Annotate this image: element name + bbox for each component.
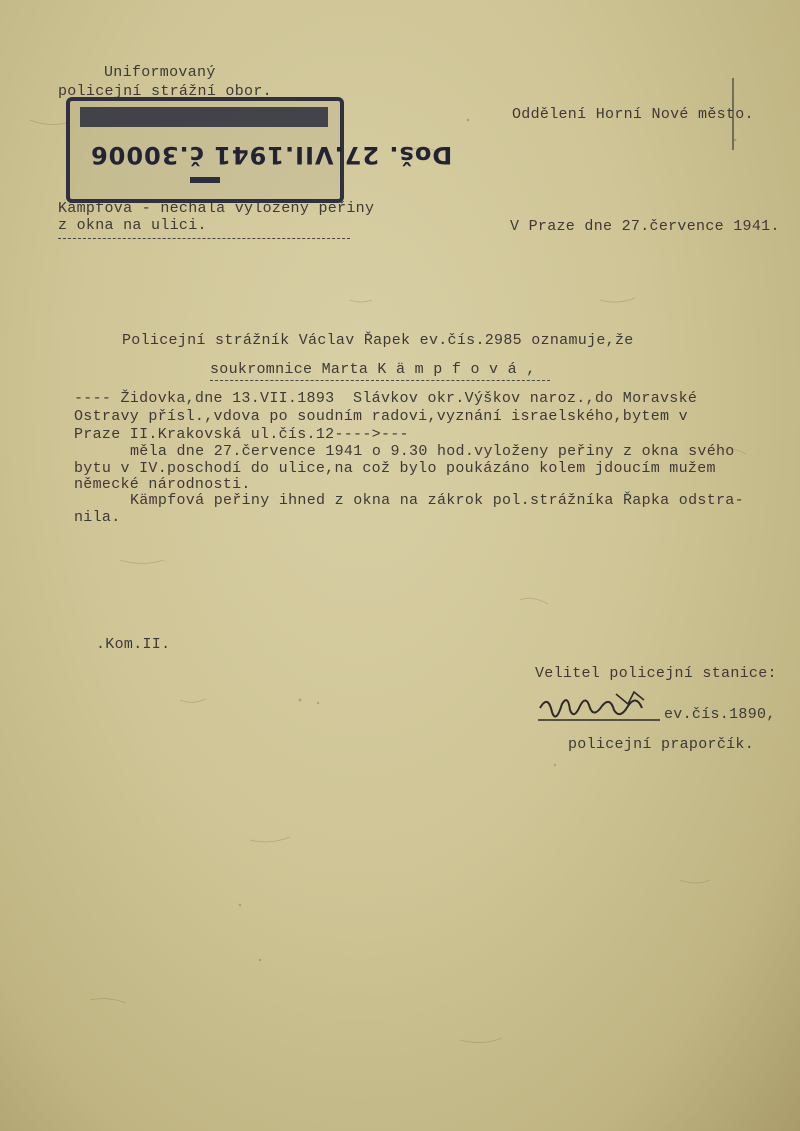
report-intro: Policejní strážník Václav Řapek ev.čís.2985 oznamuje,že <box>122 332 634 349</box>
paragraph-1-line-2: Ostravy přísl.,vdova po soudním radovi,vyznání israelského,bytem v <box>74 408 688 425</box>
evidence-number: ev.čís.1890, <box>664 706 776 723</box>
commander-title: Velitel policejní stanice: <box>535 665 777 682</box>
paragraph-1-line-3: Praze II.Krakovská ul.čís.12---->--- <box>74 426 409 443</box>
stamp-header-band <box>80 107 328 127</box>
paragraph-3-line-1: Kämpfová peřiny ihned z okna na zákrok pol.strážníka Řapka odstra- <box>130 492 744 509</box>
paragraph-3-line-2: nila. <box>74 509 121 526</box>
subject-underline <box>210 380 550 381</box>
reference-number: .Kom.II. <box>96 636 171 653</box>
handwritten-signature <box>536 688 666 728</box>
header-divider <box>58 238 350 239</box>
subject-line: Kämpfová - nechala vyložený peřiny <box>58 200 375 217</box>
office-name: Uniformovaný <box>104 64 216 81</box>
paragraph-1-line-1: ---- Židovka,dne 13.VII.1893 Slávkov okr.Výškov naroz.,do Moravské <box>74 390 698 407</box>
paragraph-2-line-2: bytu v IV.poschodí do ulice,na což bylo poukázáno kolem jdoucím mužem <box>74 460 716 477</box>
department: Oddělení Horní Nové město. <box>512 106 754 123</box>
subject-line-2: z okna na ulici. <box>58 217 207 234</box>
paragraph-2-line-3: německé národnosti. <box>74 476 251 493</box>
receipt-stamp <box>66 97 453 203</box>
stamp-mark <box>190 177 220 183</box>
report-subject: soukromnice Marta K ä m p f o v á , <box>210 361 536 378</box>
place-date: V Praze dne 27.července 1941. <box>510 218 780 235</box>
office-division: policejní strážní obor. <box>58 83 272 100</box>
paragraph-2-line-1: měla dne 27.července 1941 o 9.30 hod.vyloženy peřiny z okna svého <box>130 443 735 460</box>
officer-rank: policejní praporčík. <box>568 736 755 753</box>
stamp-date-text: Doš. 27.VII.1941 č.30006 <box>90 141 453 169</box>
